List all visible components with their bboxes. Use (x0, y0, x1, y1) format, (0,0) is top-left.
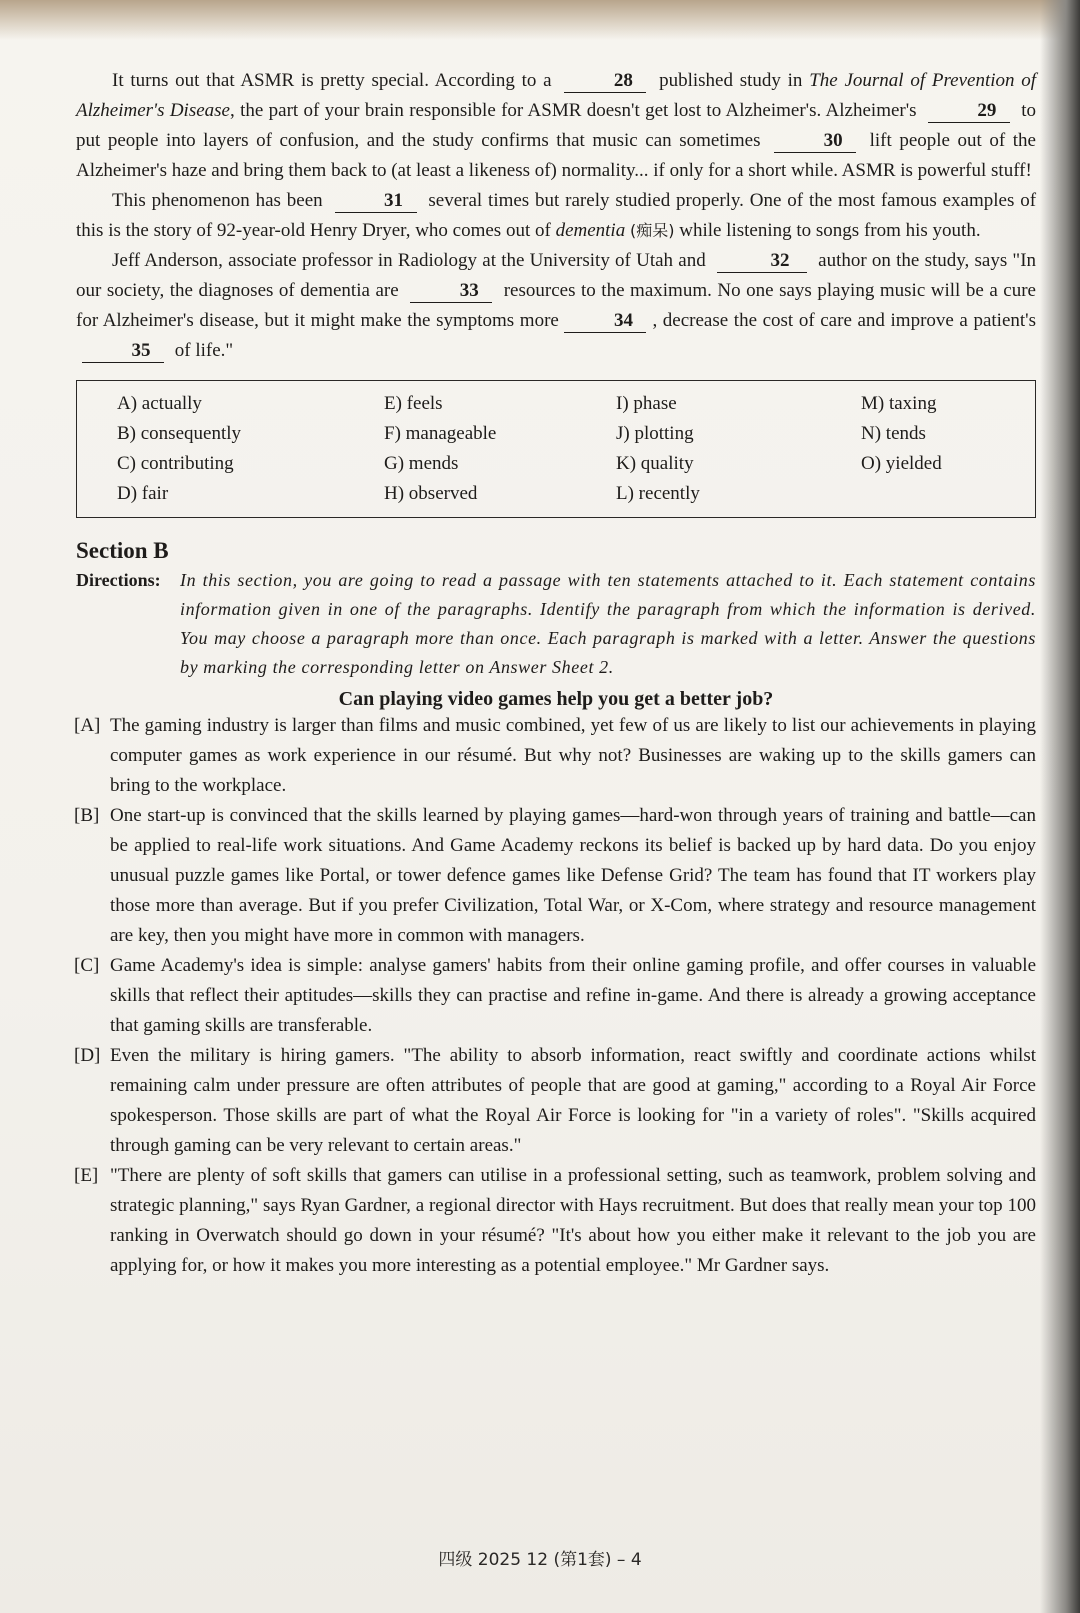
word-option: A) actually (117, 393, 202, 414)
paragraph-letter: [D] (74, 1045, 101, 1066)
text-run: It turns out that ASMR is pretty special. According to a (112, 70, 552, 91)
page-spine-shadow (1040, 0, 1080, 1613)
word-option: F) manageable (384, 423, 497, 444)
dementia-term: dementia (555, 220, 626, 241)
text-run: published study in (659, 70, 803, 91)
text-run: several times but rarely studied properly. One of the most famous examples of this is the story of 92-year-old Henry Dryer, who comes out of (76, 190, 1037, 241)
text-run: to put people into layers of confusion, and the study confirms that music can sometimes (76, 100, 1037, 151)
blank-32: 32 (717, 250, 807, 273)
directions (76, 566, 1036, 682)
blank-33: 33 (410, 280, 492, 303)
paragraph-text: Game Academy's idea is simple: analyse gamers' habits from their online gaming profile, and offer courses in valuable skills that reflect their aptitudes—skills they can practise and refine in-game. And there is already a growing acceptance that gaming skills are transferable. (110, 955, 1036, 1036)
cloze-paragraph-2 (76, 186, 1036, 246)
word-option: J) plotting (616, 423, 694, 444)
paragraph-letter: [E] (74, 1165, 99, 1186)
cloze-paragraph-1 (76, 66, 1036, 186)
word-bank-box (76, 380, 1036, 518)
blank-28: 28 (564, 70, 646, 93)
word-option: L) recently (616, 483, 700, 504)
paragraph-text: One start-up is convinced that the skills learned by playing games—hard-won through years of training and battle—can be applied to real-life work situations. And Game Academy reckons its belief is backed up by hard data. Do you enjoy unusual puzzle games like Portal, or tower defence games like Defense Grid? The team has found that IT workers play those more than average. But if you prefer Civilization, Total War, or X-Com, where strategy and resource management are key, then you might have more in common with managers. (110, 805, 1036, 946)
text-run: , decrease the cost of care and improve a patient's (652, 310, 1036, 331)
paragraph-text: The gaming industry is larger than films and music combined, yet few of us are likely to list our achievements in playing computer games as work experience in our résumé. But why not? Businesses are waking up to the skills gamers can bring to the workplace. (110, 715, 1036, 796)
journal-title: The Journal of Prevention of Alzheimer's Disease (76, 70, 1037, 121)
text-run: This phenomenon has been (112, 190, 323, 211)
paragraph-letter: [A] (74, 715, 101, 736)
paragraph-letter: [C] (74, 955, 100, 976)
blank-29: 29 (928, 100, 1010, 123)
page-footer: 四级 2025 12 (第1套) – 4 (438, 1550, 642, 1570)
blank-30: 30 (774, 130, 856, 153)
page-top-shadow (0, 0, 1080, 40)
paragraph-text: "There are plenty of soft skills that gamers can utilise in a professional setting, such as teamwork, problem solving and strategic planning," says Ryan Gardner, a regional director with Hays recruitment. But does that really mean your top 100 ranking in Overwatch should go down in your résumé? "It's about how you either make it relevant to the job you are applying for, or how it makes you more interesting as a potential employee." Mr Gardner says. (110, 1165, 1036, 1276)
word-option: D) fair (117, 483, 169, 504)
word-option (861, 479, 1061, 509)
passage-paragraph-d (76, 1041, 1036, 1161)
word-option: H) observed (384, 483, 478, 504)
section-title: Section B (76, 538, 169, 563)
word-option: G) mends (384, 453, 459, 474)
blank-35: 35 (82, 340, 164, 363)
word-option: O) yielded (861, 453, 942, 474)
passage-paragraph-c (76, 951, 1036, 1041)
text-run: of life." (174, 340, 234, 361)
word-option: I) phase (616, 393, 677, 414)
text-run: Jeff Anderson, associate professor in Radiology at the University of Utah and (112, 250, 706, 271)
word-option: K) quality (616, 453, 694, 474)
directions-label: Directions: (76, 570, 161, 590)
word-option: C) contributing (117, 453, 234, 474)
word-option: B) consequently (117, 423, 242, 444)
text-run: lift people out of the Alzheimer's haze and bring them back to (at least a likeness of) normality... if only for a short while. ASMR is powerful stuff! (76, 130, 1036, 181)
blank-31: 31 (335, 190, 417, 213)
cloze-paragraph-3 (76, 246, 1036, 366)
passage-paragraph-b (76, 801, 1036, 951)
text-run: , the part of your brain responsible for ASMR doesn't get lost to Alzheimer's. Alzheimer's (230, 100, 917, 121)
paragraph-letter: [B] (74, 805, 100, 826)
word-option: E) feels (384, 393, 443, 414)
passage-paragraph-e (76, 1161, 1036, 1281)
text-run: resources to the maximum. No one says playing music will be a cure for Alzheimer's disease, but it might make the symptoms more (76, 280, 1036, 331)
passage-paragraph-a (76, 711, 1036, 801)
paragraph-text: Even the military is hiring gamers. "The ability to absorb information, react swiftly and coordinate actions whilst remaining calm under pressure are often attributes of people that are good at gaming," according to a Royal Air Force spokesperson. Those skills are part of what the Royal Air Force is looking for "in a variety of roles". "Skills acquired through gaming can be very relevant to certain areas." (110, 1045, 1036, 1156)
blank-34: 34 (564, 310, 646, 333)
text-run: author on the study, says "In our society, the diagnoses of dementia are (76, 250, 1037, 301)
word-option: M) taxing (861, 393, 937, 414)
word-option: N) tends (861, 423, 926, 444)
text-run: while listening to songs from his youth. (679, 220, 981, 241)
passage-title: Can playing video games help you get a better job? (338, 688, 774, 710)
directions-text: In this section, you are going to read a passage with ten statements attached to it. Each statement contains information given in one of the paragraphs. Identify the paragraph from which the information is derived. You may choose a paragraph more than once. Each paragraph is marked with a letter. Answer the questions by marking the corresponding letter on Answer Sheet 2. (180, 570, 1036, 677)
chinese-gloss: (痴呆) (629, 221, 675, 240)
